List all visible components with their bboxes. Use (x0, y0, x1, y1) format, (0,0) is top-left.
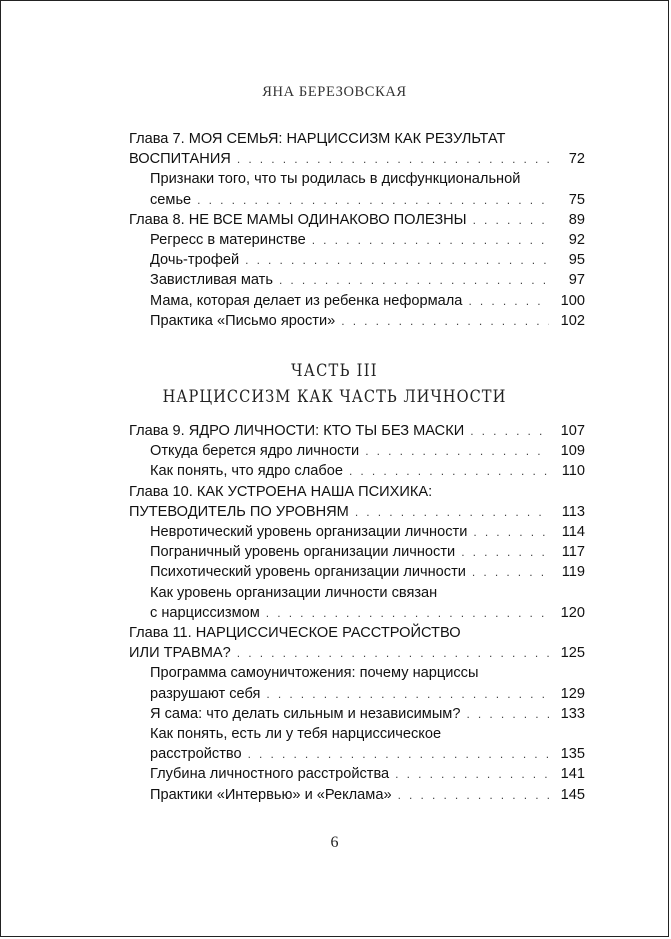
toc-chapter-entry (129, 129, 585, 169)
toc-entry-title-line: Программа самоуничтожения: почему нарциссы (150, 665, 479, 682)
toc-entry-title: Психотический уровень организации личности (150, 564, 466, 581)
toc-entry-title: семье (150, 191, 192, 208)
toc-page-number: 95 (568, 252, 585, 269)
toc-section-entry (129, 311, 585, 331)
toc-entry-leader-line (150, 704, 585, 724)
toc-entry-title: Регресс в материнстве (150, 232, 306, 249)
dot-leader (237, 643, 549, 663)
toc-section-entry (129, 724, 585, 764)
toc-entry-leader-line (150, 744, 585, 764)
toc-page-number: 125 (560, 645, 585, 662)
toc-page-number: 100 (560, 292, 585, 309)
dot-leader (473, 210, 549, 230)
dot-leader (473, 522, 549, 542)
dot-leader (461, 542, 549, 562)
dot-leader (245, 250, 549, 270)
toc-entry-leader-line (129, 149, 585, 169)
toc-page-number: 119 (561, 564, 585, 581)
table-of-contents-top (129, 129, 585, 331)
dot-leader (279, 270, 549, 290)
toc-entry-leader-line (150, 291, 585, 311)
toc-section-entry (129, 704, 585, 724)
toc-page-number: 72 (568, 151, 585, 168)
toc-page-number: 145 (560, 786, 585, 803)
dot-leader (468, 291, 549, 311)
toc-entry-title: ИЛИ ТРАВМА? (129, 645, 231, 662)
toc-page-number: 141 (560, 766, 585, 783)
toc-entry-leader-line (150, 684, 585, 704)
page-number: 6 (330, 834, 339, 851)
toc-entry-leader-line (150, 270, 585, 290)
toc-entry-title: Завистливая мать (150, 272, 273, 289)
toc-entry-leader-line (129, 643, 585, 663)
toc-page-number: 75 (568, 191, 585, 208)
toc-section-entry (129, 270, 585, 290)
dot-leader (248, 744, 549, 764)
toc-section-entry (129, 583, 585, 623)
toc-page-number: 102 (560, 312, 585, 329)
toc-section-entry (129, 291, 585, 311)
toc-section-entry (129, 441, 585, 461)
toc-entry-title: Я сама: что делать сильным и независимым? (150, 705, 461, 722)
toc-page-number: 97 (568, 272, 585, 289)
toc-section-entry (129, 461, 585, 481)
toc-entry-leader-line (150, 250, 585, 270)
dot-leader (237, 149, 549, 169)
toc-entry-leader-line (150, 230, 585, 250)
part-title: НАРЦИССИЗМ КАК ЧАСТЬ ЛИЧНОСТИ (162, 387, 507, 407)
toc-page-number: 107 (560, 423, 585, 439)
toc-entry-title: ПУТЕВОДИТЕЛЬ ПО УРОВНЯМ (129, 503, 349, 520)
toc-page-number: 89 (568, 211, 585, 228)
toc-entry-title-line: Признаки того, что ты родилась в дисфункциональной (150, 171, 521, 188)
dot-leader (341, 311, 549, 331)
toc-entry-title: Невротический уровень организации личности (150, 524, 468, 541)
dot-leader (197, 190, 549, 210)
toc-page-number: 135 (560, 746, 585, 763)
toc-entry-leader-line (150, 785, 585, 805)
toc-entry-title: Глубина личностного расстройства (150, 766, 390, 783)
toc-entry-title-line: Глава 11. НАРЦИССИЧЕСКОЕ РАССТРОЙСТВО (129, 625, 461, 642)
toc-page-number: 92 (568, 232, 585, 249)
toc-entry-leader-line (150, 764, 585, 784)
toc-entry-title: Откуда берется ядро личности (150, 443, 360, 460)
toc-section-entry (129, 250, 585, 270)
toc-entry-title: с нарциссизмом (150, 604, 260, 621)
dot-leader (395, 764, 549, 784)
toc-section-entry (129, 663, 585, 703)
toc-entry-title: Мама, которая делает из ребенка неформала (150, 292, 463, 309)
toc-entry-title: Глава 8. НЕ ВСЕ МАМЫ ОДИНАКОВО ПОЛЕЗНЫ (129, 211, 467, 228)
toc-page-number: 129 (560, 685, 585, 702)
toc-page-number: 110 (561, 463, 585, 480)
toc-entry-leader-line (150, 311, 585, 331)
toc-chapter-entry (129, 623, 585, 663)
toc-entry-leader-line (150, 542, 585, 562)
toc-page-number: 109 (560, 443, 585, 460)
part-heading (1, 358, 668, 410)
toc-entry-title: Глава 9. ЯДРО ЛИЧНОСТИ: КТО ТЫ БЕЗ МАСКИ (129, 423, 465, 439)
toc-entry-title: ВОСПИТАНИЯ (129, 151, 231, 168)
toc-entry-title: Практики «Интервью» и «Реклама» (150, 786, 392, 803)
toc-page-number: 114 (561, 524, 585, 541)
toc-chapter-entry (129, 421, 585, 441)
toc-page-number: 117 (561, 544, 585, 561)
toc-entry-title: Как понять, что ядро слабое (150, 463, 343, 480)
dot-leader (266, 603, 549, 623)
running-head: ЯНА БЕРЕЗОВСКАЯ (262, 84, 407, 100)
part-label: ЧАСТЬ III (291, 361, 378, 381)
toc-chapter-entry (129, 210, 585, 230)
toc-entry-leader-line (150, 522, 585, 542)
toc-section-entry (129, 169, 585, 209)
toc-entry-title-line: Как уровень организации личности связан (150, 584, 438, 601)
toc-entry-title-line: Глава 7. МОЯ СЕМЬЯ: НАРЦИССИЗМ КАК РЕЗУЛЬТАТ (129, 131, 506, 147)
dot-leader (349, 461, 549, 481)
toc-entry-leader-line (150, 562, 585, 582)
dot-leader (355, 502, 549, 522)
toc-page-number: 120 (560, 604, 585, 621)
toc-entry-title: разрушают себя (150, 685, 261, 702)
toc-entry-title-line: Глава 10. КАК УСТРОЕНА НАША ПСИХИКА: (129, 483, 433, 500)
toc-entry-title: Пограничный уровень организации личности (150, 544, 456, 561)
dot-leader (472, 562, 549, 582)
dot-leader (266, 684, 549, 704)
toc-entry-leader-line (129, 210, 585, 230)
dot-leader (398, 785, 549, 805)
toc-entry-title: расстройство (150, 746, 242, 763)
dot-leader (365, 441, 549, 461)
toc-chapter-entry (129, 482, 585, 522)
dot-leader (312, 230, 549, 250)
dot-leader (470, 421, 549, 441)
toc-entry-title-line: Как понять, есть ли у тебя нарциссическое (150, 726, 442, 743)
toc-entry-title: Практика «Письмо ярости» (150, 312, 336, 329)
toc-page-number: 113 (561, 503, 585, 520)
toc-entry-leader-line (129, 421, 585, 441)
toc-section-entry (129, 542, 585, 562)
dot-leader (466, 704, 549, 724)
toc-entry-title: Дочь-трофей (150, 252, 240, 269)
toc-entry-leader-line (150, 441, 585, 461)
toc-section-entry (129, 230, 585, 250)
toc-section-entry (129, 785, 585, 805)
toc-section-entry (129, 522, 585, 542)
toc-entry-leader-line (150, 190, 585, 210)
toc-entry-leader-line (150, 461, 585, 481)
toc-section-entry (129, 562, 585, 582)
table-of-contents-bottom (129, 421, 585, 805)
toc-section-entry (129, 764, 585, 784)
toc-entry-leader-line (129, 502, 585, 522)
toc-entry-leader-line (150, 603, 585, 623)
toc-page-number: 133 (560, 705, 585, 722)
